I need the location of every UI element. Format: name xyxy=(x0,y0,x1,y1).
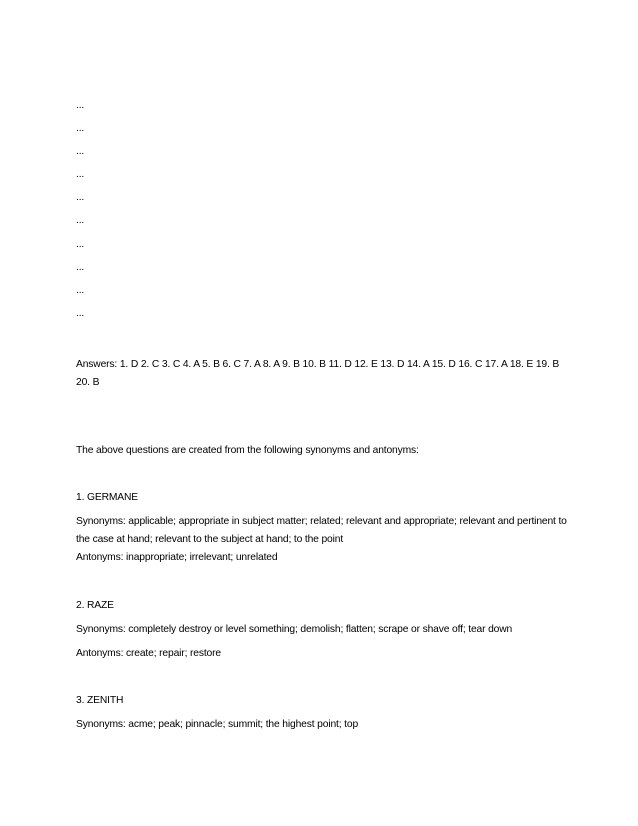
ellipsis-list xyxy=(76,97,84,328)
term-title-germane: 1. GERMANE xyxy=(76,492,139,503)
ellipsis-line: ... xyxy=(76,284,85,296)
ellipsis-line: ... xyxy=(76,146,85,158)
term-synonyms-raze: Synonyms: completely destroy or level something; demolish; flatten; scrape or shave off; tear down xyxy=(76,624,513,635)
ellipsis-line: ... xyxy=(76,100,85,111)
intro-paragraph: The above questions are created from the following synonyms and antonyms: xyxy=(76,445,419,456)
ellipsis-line: ... xyxy=(76,238,85,250)
ellipsis-line: ... xyxy=(76,123,85,135)
ellipsis-line: ... xyxy=(76,307,85,319)
ellipsis-line: ... xyxy=(76,215,85,227)
ellipsis-line: ... xyxy=(76,261,85,273)
term-title-raze: 2. RAZE xyxy=(76,600,114,611)
term-synonyms-germane: Synonyms: applicable; appropriate in subject matter; related; relevant and appropriate; relevant and pertinent to the case at hand; relevant to the subject at hand; to the point xyxy=(76,516,567,545)
ellipsis-line: ... xyxy=(76,169,85,181)
term-title-zenith: 3. ZENITH xyxy=(76,695,124,706)
ellipsis-line: ... xyxy=(76,192,85,204)
term-antonyms-germane: Antonyms: inappropriate; irrelevant; unrelated xyxy=(76,552,278,563)
term-synonyms-zenith: Synonyms: acme; peak; pinnacle; summit; the highest point; top xyxy=(76,719,359,730)
term-antonyms-raze: Antonyms: create; repair; restore xyxy=(76,648,221,659)
answer-key: Answers: 1. D 2. C 3. C 4. A 5. B 6. C 7. A 8. A 9. B 10. B 11. D 12. E 13. D 14. A 15. D 16. C 17. A 18. E 19. B 20. B xyxy=(76,359,560,388)
